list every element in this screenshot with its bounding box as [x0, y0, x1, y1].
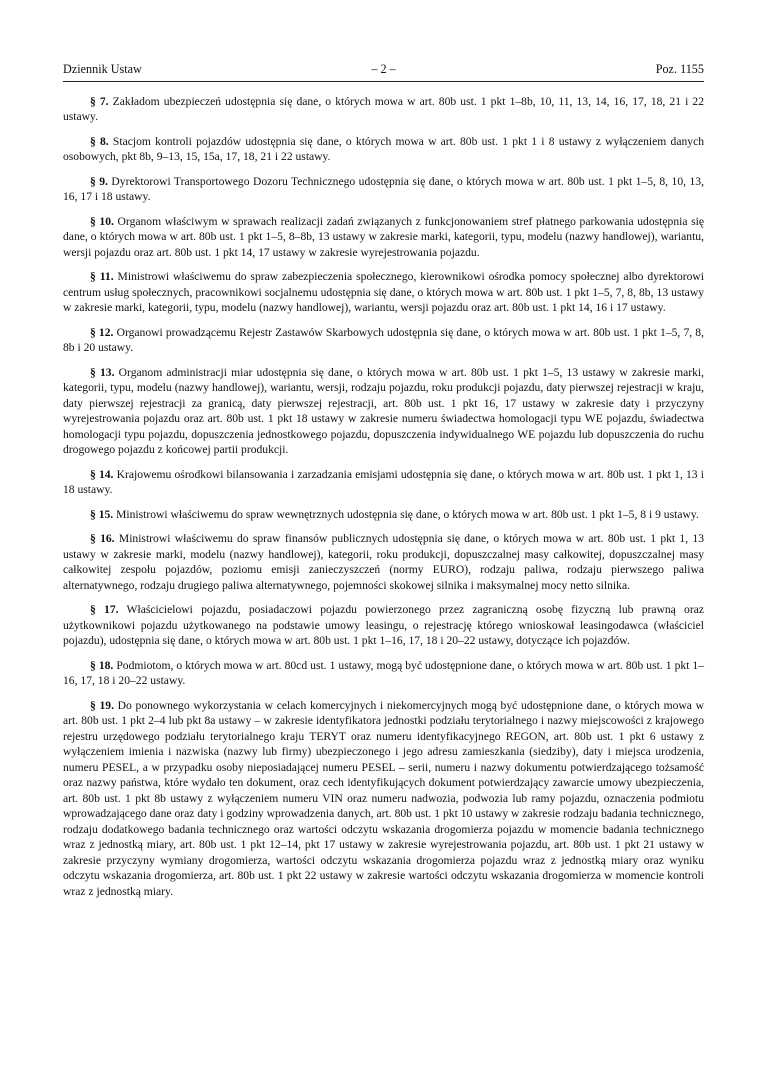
paragraph-number: § 16.: [90, 532, 115, 545]
paragraph-number: § 17.: [90, 603, 119, 616]
paragraph-text: Dyrektorowi Transportowego Dozoru Technicznego udostępnia się dane, o których mowa w art. 80b ust. 1 pkt 1–5, 8, 10, 13, 16, 17 i 18 ustawy.: [63, 174, 705, 203]
paragraph: [63, 94, 704, 125]
page-number: – 2 –: [371, 62, 396, 76]
paragraph-text: Do ponownego wykorzystania w celach komercyjnych i niekomercyjnych mogą być udostępnione dane, o których mowa w art. 80b ust. 1 pkt 2–4 lub pkt 8a ustawy – w zakresie identyfikatora jednostki podziału terytorialnego i nazwy miejscowości z krajowego rejestru urzędowego podziału terytorialnego kraju TERYT oraz numeru identyfikacyjnego REGON, art. 80b ust. 1 pkt 6 ustawy z wyłączeniem imienia i nazwiska (nazwy lub firmy) ubezpieczonego i jego adresu zamieszkania (siedziby), daty i miejsca urodzenia, numeru PESEL, a w przypadku osoby nieposiadającej numeru PESEL – serii, numeru i nazwy dokumentu potwierdzającego tożsamość oraz nazwy państwa, które wydało ten dokument, oraz cech identyfikujących dokument potwierdzający zawarcie umowy ubezpieczenia, art. 80b ust. 1 pkt 8b ustawy z wyłączeniem numeru VIN oraz numeru nadwozia, podwozia lub ramy pojazdu, oznaczenia podmiotu wprowadzającego dane oraz daty i godziny wprowadzenia danych, art. 80b ust. 1 pkt 10 ustawy w zakresie rodzaju badania technicznego, rodzaju dodatkowego badania technicznego oraz wartości odczytu wskazania drogomierza pojazdu w momencie badania technicznego wraz z jednostką miary, art. 80b ust. 1 pkt 12–14, pkt 17 ustawy w zakresie wyrejestrowania pojazdu, art. 80b ust. 1 pkt 21 ustawy w zakresie przyczyny wymiany drogomierza, wartości odczytu wskazania drogomierza pojazdu wraz z jednostką miary oraz wyniku odczytu wskazania drogomierza, art. 80b ust. 1 pkt 22 ustawy w zakresie wartości odczytu wskazania drogomierza w momencie kontroli wraz z jednostką miary.: [63, 698, 704, 898]
paragraph-text: Organom administracji miar udostępnia się dane, o których mowa w art. 80b ust. 1 pkt 1–5, 13 ustawy w zakresie marki, kategorii, typu, modelu (nazwy handlowej), wariantu, wersji, rodzaju pojazdu, roku produkcji pojazdu, daty pierwszej rejestracji w kraju, daty pierwszej rejestracji za granicą, daty pierwszej rejestracji, art. 80b ust. 1 pkt 16, 17 ustawy w zakresie daty i przyczyny wyrejestrowania pojazdu oraz art. 80b ust. 1 pkt 18 ustawy w zakresie numeru świadectwa homologacji typu WE pojazdu, świadectwa homologacji typu pojazdu, dopuszczenia jednostkowego pojazdu, dopuszczenia indywidualnego WE pojazdu lub dopuszczenia do ruchu drogowego pojazdu z końcowej partii produkcji.: [63, 365, 705, 456]
paragraph: [63, 134, 704, 165]
paragraph-number: § 15.: [90, 507, 114, 521]
page-header: [63, 62, 704, 82]
paragraph: [63, 325, 704, 356]
journal-title: Dziennik Ustaw: [63, 62, 142, 76]
paragraph: [63, 365, 704, 458]
paragraph: [63, 467, 704, 498]
position-number: Poz. 1155: [655, 62, 704, 76]
paragraph-text: Stacjom kontroli pojazdów udostępnia się dane, o których mowa w art. 80b ust. 1 pkt 1 i 8 ustawy z wyłączeniem danych osobowych, pkt 8b, 9–13, 15, 15a, 17, 18, 21 i 22 ustawy.: [63, 134, 705, 163]
document-page: [63, 62, 704, 908]
paragraph-number: § 9.: [90, 174, 108, 188]
paragraph-text: Krajowemu ośrodkowi bilansowania i zarzadzania emisjami udostępnia się dane, o których mowa w art. 80b ust. 1 pkt 1, 13 i 18 ustawy.: [63, 467, 704, 496]
paragraph: [63, 269, 704, 316]
paragraph-number: § 11.: [90, 270, 114, 283]
paragraph-number: § 18.: [90, 658, 114, 672]
paragraph: [63, 214, 704, 261]
paragraph-number: § 7.: [90, 94, 109, 108]
paragraph: [63, 658, 704, 689]
paragraph-number: § 14.: [90, 467, 114, 481]
paragraph-number: § 13.: [90, 365, 115, 379]
paragraph-text: Ministrowi właściwemu do spraw wewnętrznych udostępnia się dane, o których mowa w art. 80b ust. 1 pkt 1–5, 8 i 9 ustawy.: [113, 507, 699, 521]
paragraph-text: Podmiotom, o których mowa w art. 80cd ust. 1 ustawy, mogą być udostępnione dane, o których mowa w art. 80b ust. 1 pkt 1–16, 17, 18 i 20–22 ustawy.: [63, 658, 705, 687]
paragraph-number: § 19.: [90, 698, 114, 712]
paragraph-text: Ministrowi właściwemu do spraw finansów publicznych udostępnia się dane, o których mowa w art. 80b ust. 1 pkt 1, 13 ustawy w zakresie marki, modelu (nazwy handlowej), kategorii, roku produkcji, dopuszczalnej masy całkowitej, dopuszczalnej masy całkowitej zespołu pojazdów, poziomu emisji zanieczyszczeń (normy EURO), rodzaju paliwa, rodzaju pierwszego paliwa alternatywnego, rodzaju drugiego paliwa alternatywnego, pojemności skokowej silnika i maksymalnej mocy netto silnika.: [63, 532, 705, 592]
paragraph-text: Zakładom ubezpieczeń udostępnia się dane, o których mowa w art. 80b ust. 1 pkt 1–8b, 10, 11, 13, 14, 16, 17, 18, 21 i 22 ustawy.: [63, 94, 704, 123]
paragraph: [63, 174, 704, 205]
paragraph: [63, 531, 704, 593]
paragraph: [63, 698, 704, 900]
paragraph-number: § 12.: [90, 325, 114, 339]
paragraph-number: § 10.: [90, 214, 114, 228]
paragraph-text: Organowi prowadzącemu Rejestr Zastawów Skarbowych udostępnia się dane, o których mowa w art. 80b ust. 1 pkt 1–5, 7, 8, 8b i 20 ustawy.: [63, 325, 704, 354]
paragraph: [63, 507, 704, 523]
paragraph-text: Właścicielowi pojazdu, posiadaczowi pojazdu powierzonego przez zagraniczną osobę fizyczną lub prawną oraz użytkownikowi pojazdu użytkowanego na podstawie umowy leasingu, o rejestrację którego wnioskował leasingodawca (właściciel pojazdu), udostępnia się dane, o których mowa w art. 80b ust. 1 pkt 1–16, 17, 18 i 20–22 ustawy, dotyczące ich pojazdów.: [63, 603, 704, 647]
document-body: [63, 94, 704, 900]
paragraph-text: Organom właściwym w sprawach realizacji zadań związanych z funkcjonowaniem stref płatnego parkowania udostępnia się dane, o których mowa w art. 80b ust. 1 pkt 1–5, 8–8b, 13 ustawy w zakresie marki, kategorii, typu, modelu (nazwy handlowej), wariantu, wersji pojazdu oraz art. 80b ust. 1 pkt 14, 17 ustawy w zakresie wyrejestrowania pojazdu.: [63, 214, 704, 259]
paragraph-number: § 8.: [90, 134, 109, 148]
paragraph-text: Ministrowi właściwemu do spraw zabezpieczenia społecznego, kierownikowi ośrodka pomocy społecznej albo dyrektorowi centrum usług społecznych, pracownikowi socjalnemu udostępnia się dane, o których mowa w art. 80b ust. 1 pkt 1–5, 7, 8, 8b, 13 ustawy w zakresie marki, kategorii, typu, modelu (nazwy handlowej), wariantu, wersji pojazdu oraz art. 80b ust. 1 pkt 14, 16 i 17 ustawy.: [63, 270, 704, 314]
paragraph: [63, 602, 704, 649]
